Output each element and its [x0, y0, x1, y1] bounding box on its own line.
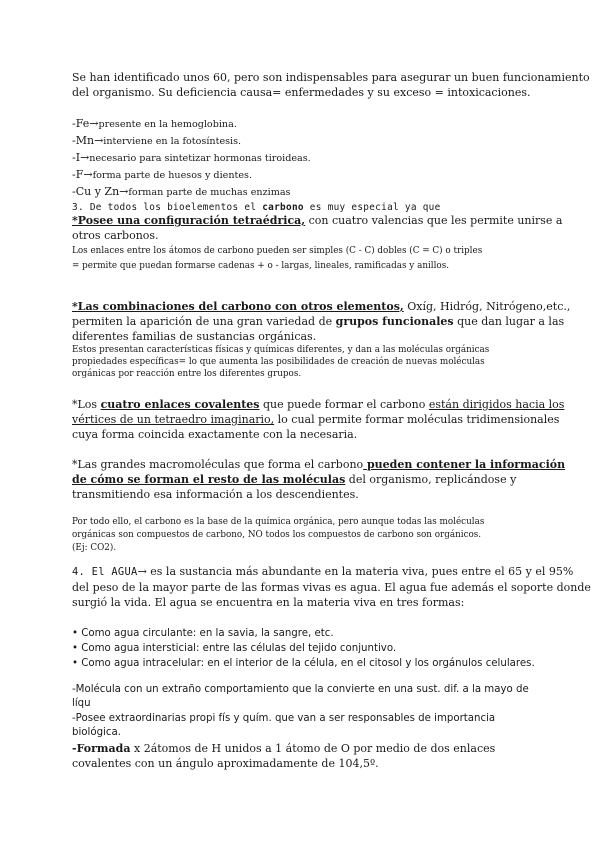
macromolecules-line-3: transmitiendo esa información a los descendientes. — [72, 488, 359, 501]
combinations-small-3: orgánicas por reacción entre los diferentes grupos. — [72, 369, 302, 379]
four-bonds-underline: vértices de un tetraedro imaginario, — [72, 413, 275, 426]
section-4-text: → es la sustancia más abundante en la materia viva, pues entre el 65 y el 95% — [137, 565, 574, 578]
element-f — [72, 165, 540, 182]
element-mn — [72, 131, 540, 148]
four-bonds-underline: están dirigidos hacia los — [428, 398, 565, 411]
four-bonds-text: que puede formar el carbono — [259, 398, 429, 411]
element-i — [72, 148, 540, 165]
combinations-line-2 — [72, 314, 565, 329]
element-fe — [72, 114, 540, 131]
tetrahedral-line-2: otros carbonos. — [72, 229, 159, 242]
formed-line-1 — [72, 741, 540, 756]
heading-text: 3. De todos los bioelementos el — [72, 202, 263, 213]
summary-line-3: (Ej: CO2). — [72, 543, 117, 553]
molecule-line: -Molécula con un extraño comportamiento que la convierte en una sust. dif. a la mayo de líqu — [72, 684, 529, 709]
combinations-bold: *Las combinaciones del carbono con otros elementos, — [72, 300, 404, 313]
macromolecules-text: del organismo, replicándose y — [345, 473, 517, 486]
element-text: forman parte de muchas enzimas — [128, 187, 291, 198]
element-text: forma parte de huesos y dientes. — [92, 170, 253, 181]
four-bonds-line-2 — [72, 412, 560, 427]
element-symbol: -Fe→ — [72, 117, 99, 130]
combinations-text: permiten la aparición de una gran variedad de — [72, 315, 336, 328]
element-text: interviene en la fotosíntesis. — [103, 136, 242, 147]
section-4-line-1 — [72, 564, 574, 580]
combinations-paragraph — [72, 299, 571, 380]
water-form-item: • Como agua intracelular: en el interior de la célula, en el citosol y los orgánulos celulares. — [72, 658, 535, 669]
formed-line-2: covalentes con un ángulo aproximadamente de 104,5º. — [72, 757, 379, 770]
tetrahedral-bold: *Posee una configuración tetraédrica, — [72, 214, 306, 227]
intro-paragraph — [72, 70, 590, 100]
water-forms-list — [72, 626, 540, 671]
section-4-line-2: del peso de la mayor parte de las formas vivas es agua. El agua fue además el soporte donde — [72, 581, 591, 594]
element-symbol: -Mn→ — [72, 134, 104, 147]
intro-line-2: del organismo. Su deficiencia causa= enfermedades y su exceso = intoxicaciones. — [72, 86, 531, 99]
formed-bold: -Formada — [72, 742, 131, 755]
summary-line-2: orgánicas son compuestos de carbono, NO todos los compuestos de carbono son orgánicos. — [72, 530, 482, 540]
element-symbol: -I→ — [72, 151, 90, 164]
four-bonds-bold: cuatro enlaces covalentes — [100, 398, 260, 411]
combinations-text: que dan lugar a las — [453, 315, 565, 328]
four-bonds-text: lo cual permite formar moléculas tridimensionales — [274, 413, 560, 426]
element-symbol: -F→ — [72, 168, 93, 181]
element-text: necesario para sintetizar hormonas tiroideas. — [89, 153, 311, 164]
elements-list — [72, 114, 540, 199]
water-form-item: • Como agua circulante: en la savia, la sangre, etc. — [72, 628, 334, 639]
water-form-item: • Como agua intersticial: entre las células del tejido conjuntivo. — [72, 643, 397, 654]
functional-groups-bold: grupos funcionales — [335, 315, 454, 328]
macromolecules-text: *Las grandes macromoléculas que forma el carbono — [72, 458, 364, 471]
heading-text: es muy especial ya que — [303, 202, 441, 213]
section-4-heading: 4. El AGUA — [72, 566, 138, 578]
element-text: presente en la hemoglobina. — [98, 119, 237, 130]
bonds-line-1: Los enlaces entre los átomos de carbono pueden ser simples (C - C) dobles (C = C) o triples — [72, 246, 483, 256]
summary-paragraph — [72, 516, 540, 555]
section-4 — [72, 564, 591, 610]
macromolecules-paragraph — [72, 457, 566, 502]
tetrahedral-line-1 — [72, 213, 563, 228]
heading-bold: carbono — [262, 202, 304, 213]
macromolecules-bold: de cómo se forman el resto de las moléculas — [72, 473, 346, 486]
four-bonds-text: *Los — [72, 398, 101, 411]
combinations-line-3: diferentes familias de sustancias orgánicas. — [72, 330, 317, 343]
section-3-heading — [72, 202, 540, 213]
properties-line: -Posee extraordinarias propi fís y quím. que van a ser responsables de importancia biológica. — [72, 713, 496, 738]
element-symbol: -Cu y Zn→ — [72, 185, 129, 198]
intro-line-1: Se han identificado unos 60, pero son indispensables para asegurar un buen funcionamiento — [72, 71, 590, 84]
tetrahedral-text: con cuatro valencias que les permite unirse a — [305, 214, 563, 227]
four-bonds-line-1 — [72, 397, 565, 412]
element-cuzn — [72, 182, 540, 199]
macromolecules-line-1 — [72, 457, 566, 472]
bonds-line-2: = permite que puedan formarse cadenas + o - largas, lineales, ramificadas y anillos. — [72, 261, 450, 271]
combinations-text: Oxíg, Hidróg, Nitrógeno,etc., — [403, 300, 571, 313]
formed-paragraph — [72, 741, 540, 771]
four-bonds-paragraph — [72, 397, 565, 442]
combinations-line-1 — [72, 299, 571, 314]
four-bonds-line-3: cuya forma coincida exactamente con la necesaria. — [72, 428, 358, 441]
summary-line-1: Por todo ello, el carbono es la base de la química orgánica, pero aunque todas las moléculas — [72, 517, 485, 527]
formed-text: x 2átomos de H unidos a 1 átomo de O por medio de dos enlaces — [130, 742, 496, 755]
section-4-line-3: surgió la vida. El agua se encuentra en la materia viva en tres formas: — [72, 596, 465, 609]
section-3 — [72, 202, 563, 272]
macromolecules-line-2 — [72, 472, 540, 487]
combinations-small-1: Estos presentan características físicas y químicas diferentes, y dan a las moléculas orgánicas — [72, 345, 490, 355]
macromolecules-bold: pueden contener la información — [363, 458, 566, 471]
combinations-small-2: propiedades específicas= lo que aumenta las posibilidades de creación de nuevas moléculas — [72, 357, 485, 367]
